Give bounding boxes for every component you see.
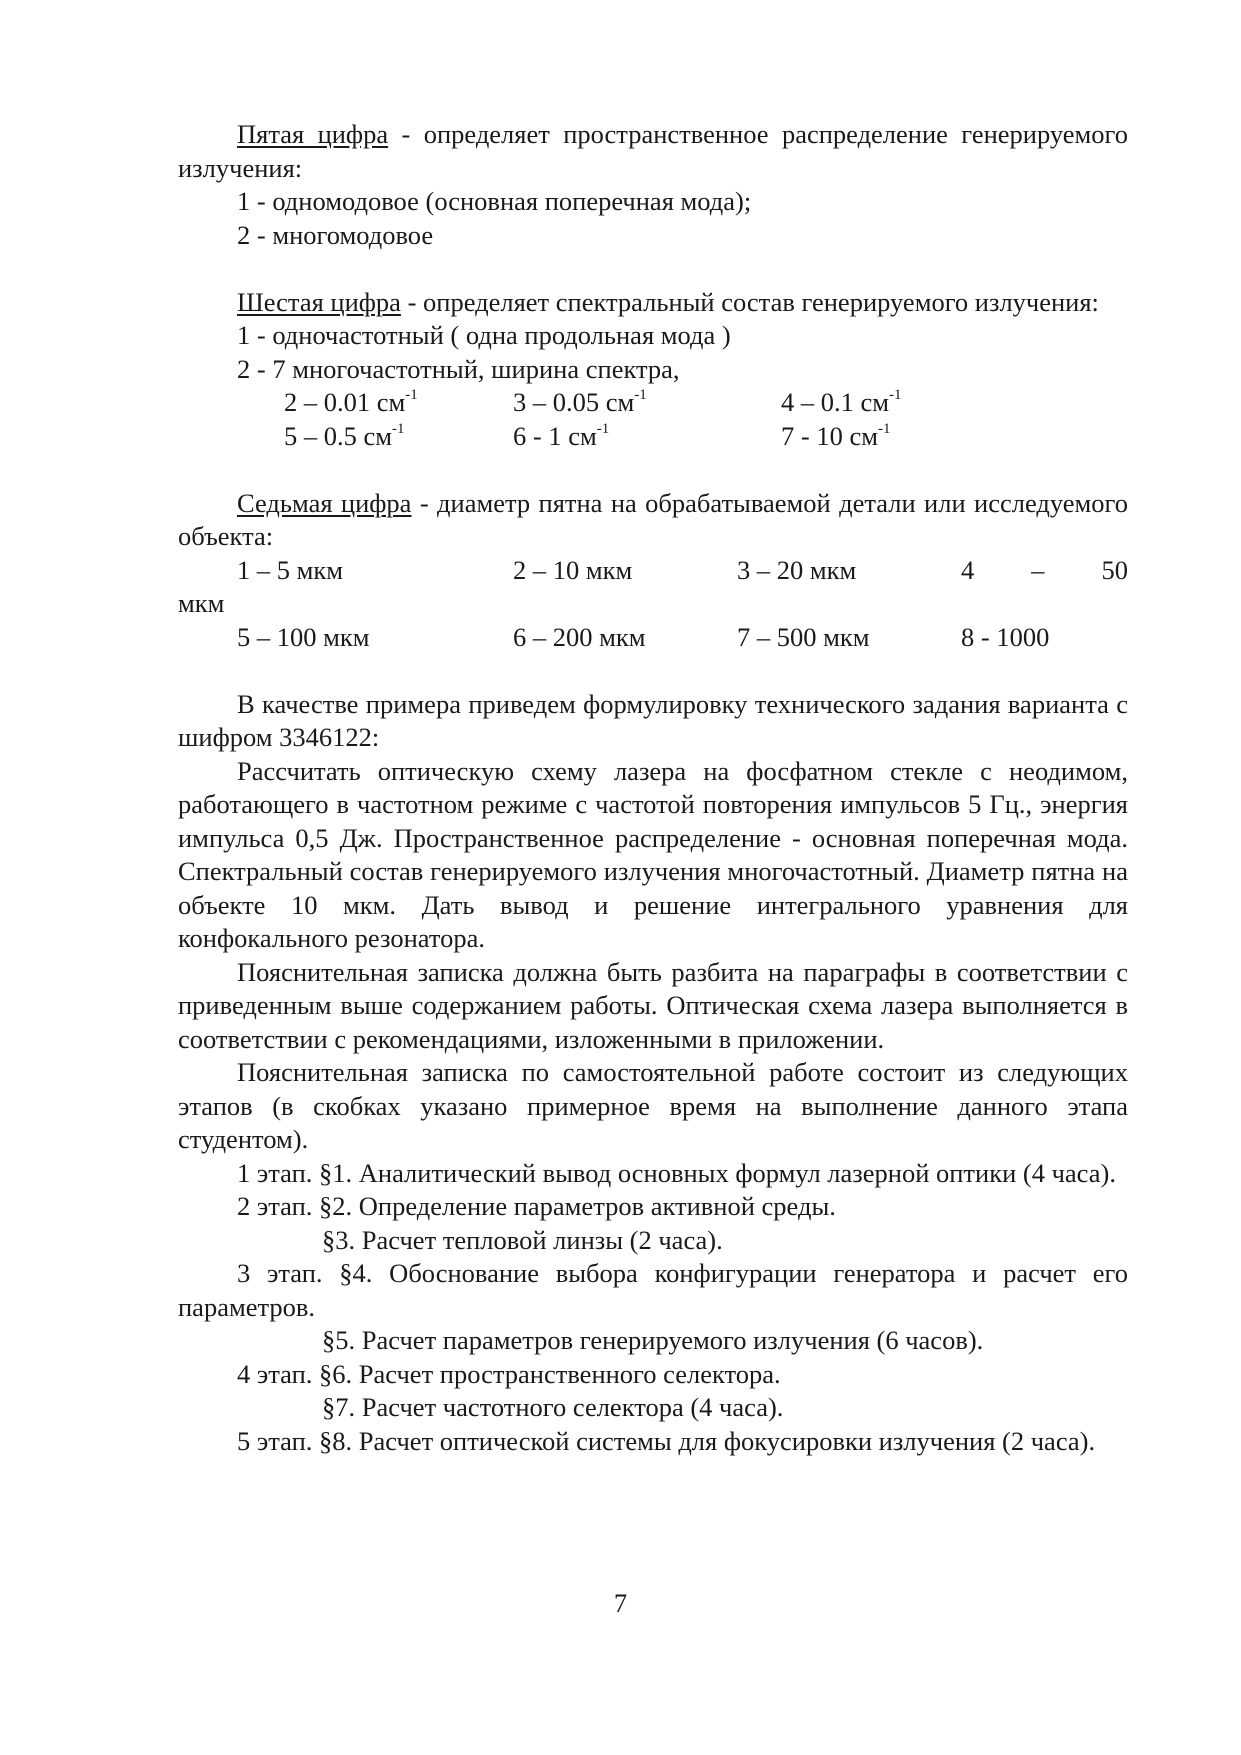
diameter-dash: – xyxy=(1031,554,1045,585)
spectrum-unit: см xyxy=(605,387,635,417)
spectrum-exp: -1 xyxy=(405,387,418,403)
stage-5: 5 этап. §8. Расчет оптической системы для фокусировки излучения (2 часа). xyxy=(237,1425,1096,1456)
spectrum-exp: -1 xyxy=(634,387,647,403)
sixth-digit-paragraph xyxy=(178,286,1128,320)
example-task: Рассчитать оптическую схему лазера на фосфатном стекле с неодимом, работающего в частотном режиме с частотой повторения импульсов 5 Гц., энергия импульса 0,5 Дж. Пространственное распределение - основная поперечная мода. Спектральный состав генерируемого излучения многочастотный. Диаметр пятна на объекте 10 мкм. Дать вывод и решение интегрального уравнения для конфокального резонатора. xyxy=(178,755,1128,953)
spectrum-exp: -1 xyxy=(878,420,891,437)
diameter-option: 6 – 200 мкм xyxy=(513,621,646,652)
sixth-digit-item-1: 1 - одночастотный ( одна продольная мода ) xyxy=(237,320,731,350)
diameter-value: 50 xyxy=(1101,554,1128,585)
spectrum-value: 2 – 0.01 xyxy=(284,387,371,417)
diameter-option: 5 – 100 мкм xyxy=(237,621,370,652)
seventh-digit-title: Седьмая цифра xyxy=(237,487,412,518)
spectrum-unit: см xyxy=(860,387,890,417)
note-paragraph-2: Пояснительная записка по самостоятельной работе состоит из следующих этапов (в скобках указано примерное время на выполнение данного этапа студентом). xyxy=(178,1057,1128,1154)
fifth-digit-item-2: 2 - многомодовое xyxy=(237,219,434,250)
stage-1: 1 этап. §1. Аналитический вывод основных формул лазерной оптики (4 часа). xyxy=(237,1157,1116,1188)
diameter-option: 2 – 10 мкм xyxy=(513,554,633,585)
spectrum-exp: -1 xyxy=(596,420,610,437)
spectrum-unit: см xyxy=(363,420,393,451)
stage-4: 4 этап. §6. Расчет пространственного селектора. xyxy=(237,1358,781,1389)
fifth-digit-title: Пятая цифра xyxy=(237,119,389,149)
spectrum-value: 7 - 10 xyxy=(781,420,843,451)
diameter-option: 8 - 1000 xyxy=(961,621,1050,652)
diameter-row-2 xyxy=(178,621,1128,655)
diameter-option: 7 – 500 мкм xyxy=(737,621,870,652)
stage-3-section-5: §5. Расчет параметров генерируемого излучения (6 часов). xyxy=(322,1325,984,1355)
stage-3: 3 этап. §4. Обоснование выбора конфигурации генератора и расчет его параметров. xyxy=(178,1258,1128,1322)
diameter-value: 4 xyxy=(961,554,975,585)
seventh-digit-text: - диаметр пятна на обрабатываемой детали или исследуемого объекта: xyxy=(178,487,1128,551)
stage-2: 2 этап. §2. Определение параметров активной среды. xyxy=(237,1191,836,1221)
fifth-digit-paragraph xyxy=(178,118,1128,185)
spectrum-value: 6 - 1 xyxy=(513,420,562,451)
note-paragraph-1: Пояснительная записка должна быть разбита на параграфы в соответствии с приведенным выше содержанием работы. Оптическая схема лазера выполняется в соответствии с рекомендациями, изложенными в приложении. xyxy=(178,956,1128,1054)
spectrum-unit: см xyxy=(376,387,406,417)
sixth-digit-item-2: 2 - 7 многочастотный, ширина спектра, xyxy=(237,353,680,384)
fifth-digit-item-1: 1 - одномодовое (основная поперечная мода); xyxy=(237,186,752,216)
page-body xyxy=(178,118,1128,1458)
spectrum-unit: см xyxy=(568,420,597,451)
spectrum-row-2 xyxy=(178,420,1128,454)
diameter-wrap: мкм xyxy=(178,588,225,618)
fifth-digit-text: - определяет пространственное распределение генерируемого излучения: xyxy=(178,119,1129,183)
stage-2-section-3: §3. Расчет тепловой линзы (2 часа). xyxy=(322,1224,723,1255)
seventh-digit-paragraph xyxy=(178,487,1128,554)
spectrum-value: 5 – 0.5 xyxy=(284,420,357,451)
example-intro: В качестве примера приведем формулировку технического задания варианта с шифром 3346122: xyxy=(178,688,1128,752)
sixth-digit-text: - определяет спектральный состав генерируемого излучения: xyxy=(407,286,1099,317)
spectrum-exp: -1 xyxy=(392,420,405,437)
spectrum-value: 4 – 0.1 xyxy=(781,387,854,417)
diameter-option-4 xyxy=(961,554,1128,588)
sixth-digit-title: Шестая цифра xyxy=(237,286,401,317)
diameter-row-1 xyxy=(178,554,1128,588)
stage-4-section-7: §7. Расчет частотного селектора (4 часа). xyxy=(322,1392,784,1422)
spectrum-exp: -1 xyxy=(889,387,902,403)
diameter-option: 3 – 20 мкм xyxy=(737,554,857,585)
spectrum-unit: см xyxy=(849,420,878,451)
page-number: 7 xyxy=(613,1588,628,1618)
diameter-option: 1 – 5 мкм xyxy=(237,554,344,585)
spectrum-row-1 xyxy=(178,386,1128,420)
spectrum-value: 3 – 0.05 xyxy=(513,387,600,417)
